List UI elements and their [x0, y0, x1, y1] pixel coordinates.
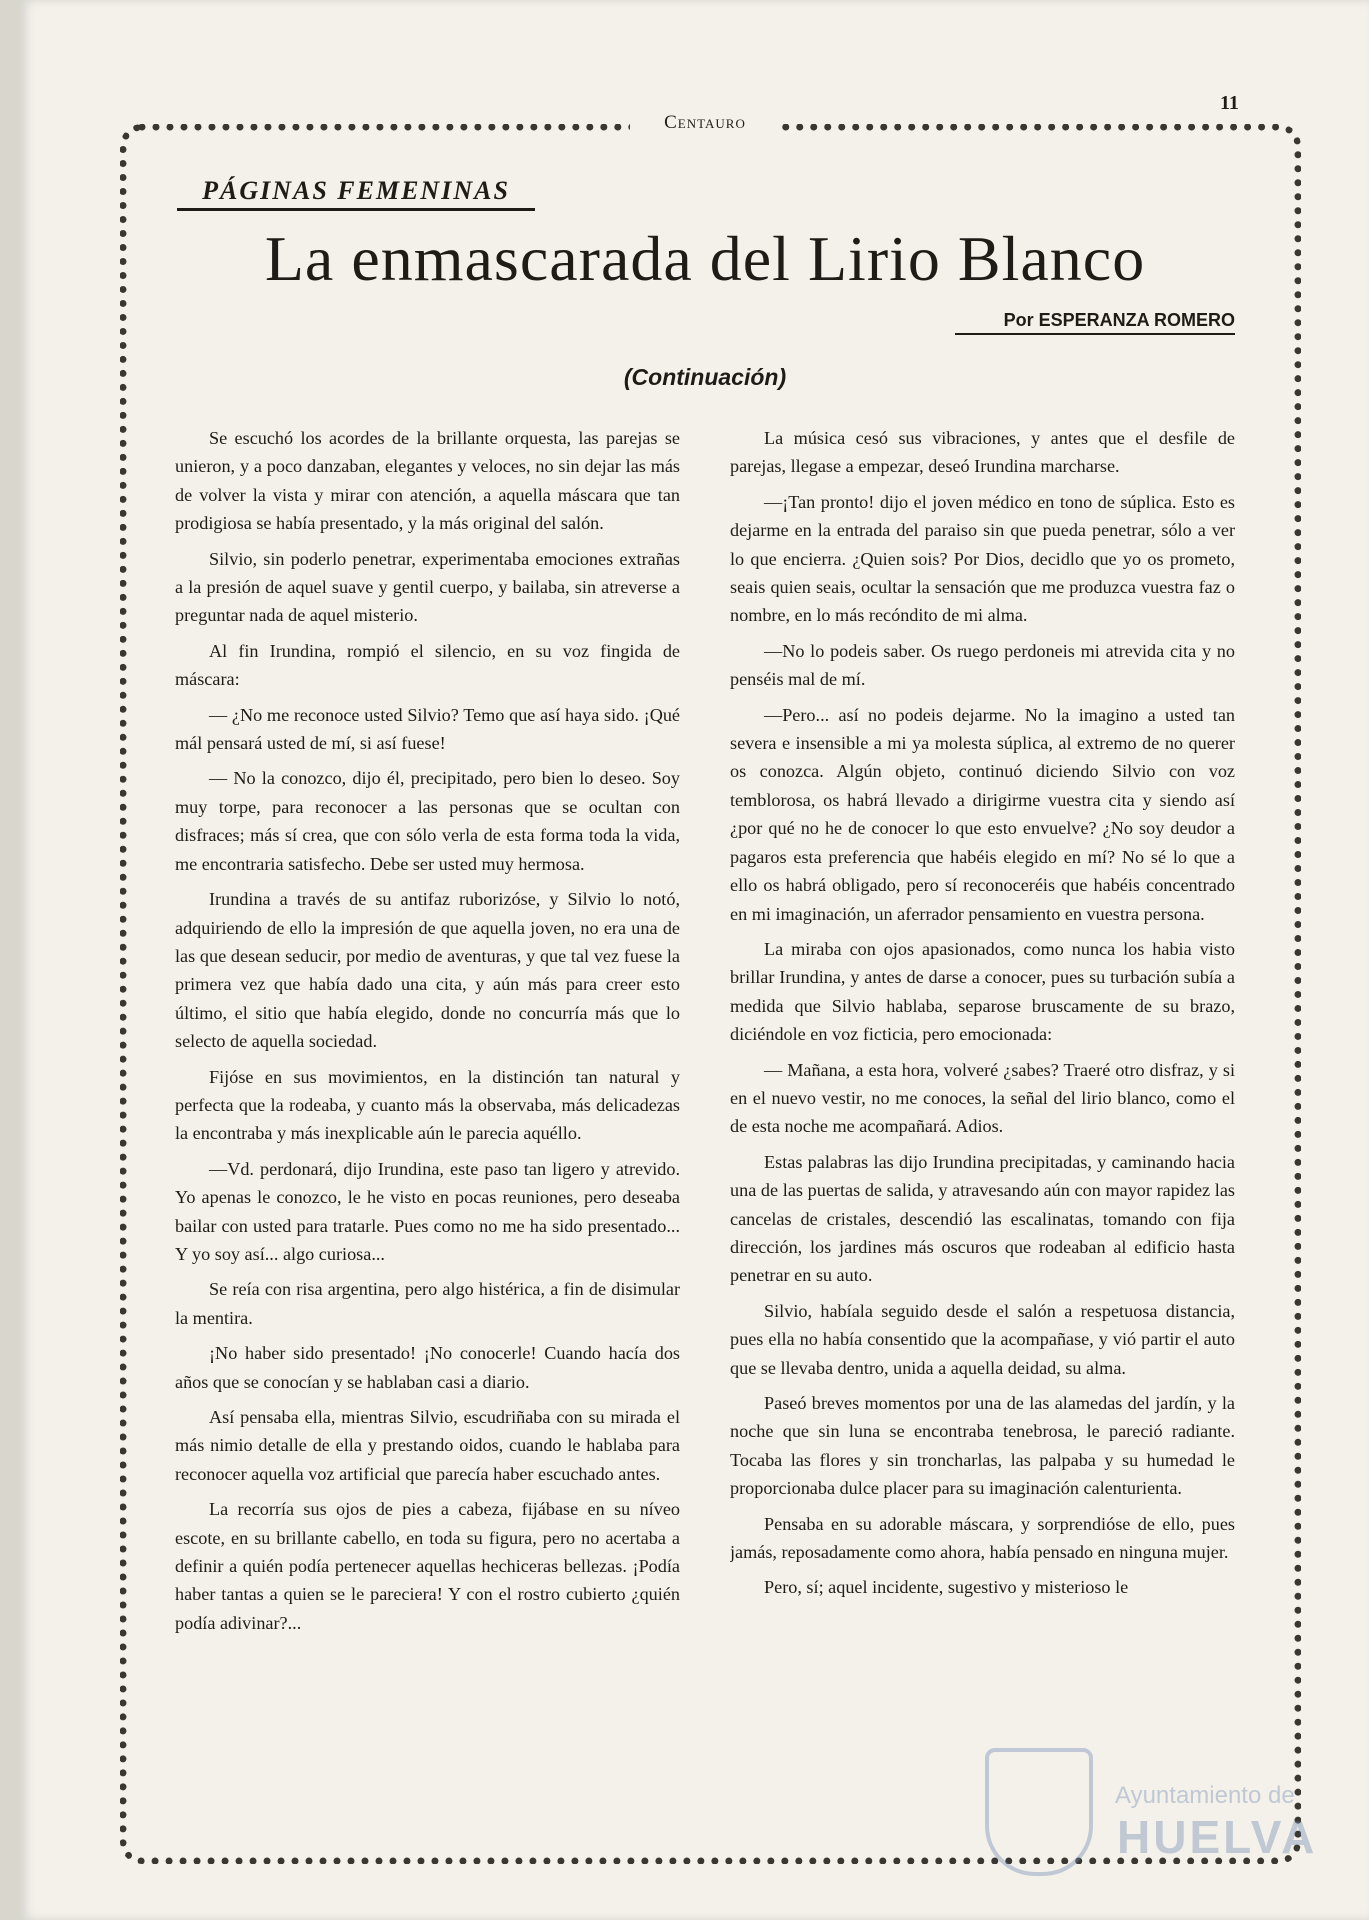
- coat-of-arms-icon: [985, 1748, 1093, 1876]
- paragraph: Pero, sí; aquel incidente, sugestivo y misterioso le: [764, 1577, 1129, 1598]
- watermark-line-1: Ayuntamiento de: [1115, 1782, 1295, 1809]
- text-column-right: [730, 424, 1235, 1804]
- article-title: La enmascarada del Lirio Blanco: [264, 223, 1146, 294]
- paragraph: Fijóse en sus movimientos, en la distinción tan natural y perfecta que la rodeaba, y cuanto más la observaba, más delicadezas la encontraba y más inexplicable aún le parecia aquéllo.: [175, 1066, 680, 1144]
- article-subtitle: (Continuación): [623, 364, 787, 390]
- paragraph: Se escuchó los acordes de la brillante orquesta, las parejas se unieron, y a poco danzaban, elegantes y veloces, no sin dejar las más de volver la vista y mirar con atención, a aquella máscara que tan prodigiosa se había presentado, y la más original del salón.: [175, 428, 680, 534]
- magazine-name: Centauro: [630, 112, 780, 134]
- paragraph: Pensaba en su adorable máscara, y sorprendióse de ello, pues jamás, reposadamente como ahora, había pensado en ninguna mujer.: [730, 1513, 1235, 1563]
- paragraph: — No la conozco, dijo él, precipitado, pero bien lo deseo. Soy muy torpe, para reconocer a las personas que se ocultan con disfraces; más sí crea, que con sólo verla de esta forma toda la vida, me encontraria satisfecho. Debe ser usted muy hermosa.: [175, 768, 680, 874]
- paragraph: La recorría sus ojos de pies a cabeza, fijábase en su níveo escote, en su brillante cabello, en toda su figura, pero no acertaba a definir a quién podía pertenecer aquellas hechiceras bellezas. ¡Podía haber tantas a quien se le pareciera! Y con el rostro cubierto ¿quién podía adivinar?...: [175, 1499, 680, 1633]
- paragraph: Así pensaba ella, mientras Silvio, escudriñaba con su mirada el más nimio detalle de ella y prestando oidos, cuando le hablaba para reconocer aquella voz artificial que parecía haber escuchado antes.: [175, 1407, 680, 1484]
- paragraph: Se reía con risa argentina, pero algo histérica, a fin de disimular la mentira.: [175, 1279, 680, 1328]
- paragraph: —No lo podeis saber. Os ruego perdoneis mi atrevida cita y no penséis mal de mí.: [730, 640, 1235, 690]
- section-label: PÁGINAS FEMENINAS: [177, 176, 535, 211]
- archive-watermark: [985, 1738, 1325, 1888]
- page-number: 11: [1220, 92, 1239, 114]
- paragraph: Estas palabras las dijo Irundina precipitadas, y caminando hacia una de las puertas de salida, y atravesando aún con mayor rapidez las cancelas de cristales, descendió las escalinatas, tomando con fija dirección, los jardines más oscuros que rodeaban al edificio hasta penetrar en su auto.: [730, 1151, 1235, 1286]
- paragraph: La miraba con ojos apasionados, como nunca los habia visto brillar Irundina, y antes de darse a conocer, pues su turbación subía a medida que Silvio hablaba, separose bruscamente de su brazo, diciéndole en voz ficticia, pero emocionada:: [730, 938, 1235, 1045]
- text-column-left: [175, 424, 680, 1804]
- paragraph: Al fin Irundina, rompió el silencio, en su voz fingida de máscara:: [175, 640, 680, 690]
- watermark-line-2: HUELVA: [1117, 1811, 1318, 1863]
- paragraph: Irundina a través de su antifaz ruborizóse, y Silvio lo notó, adquiriendo de ello la impresión de que aquella joven, no era una de las que desean seducir, por medio de aventuras, y que tal vez fuese la primera vez que había dado una cita, y aún más para creer esto último, el sitio que había elegido, donde no concurría más que lo selecto de aquella sociedad.: [175, 889, 680, 1052]
- magazine-page: [20, 0, 1369, 1920]
- paragraph: — ¿No me reconoce usted Silvio? Temo que así haya sido. ¡Qué mál pensará usted de mí, si así fuese!: [175, 704, 680, 754]
- paragraph: La música cesó sus vibraciones, y antes que el desfile de parejas, llegase a empezar, deseó Irundina marcharse.: [730, 428, 1235, 477]
- paragraph: — Mañana, a esta hora, volveré ¿sabes? Traeré otro disfraz, y si en el nuevo vestir, no me conoces, la señal del lirio blanco, como el de esta noche me acompañará. Adios.: [730, 1059, 1235, 1137]
- paragraph: Silvio, habíala seguido desde el salón a respetuosa distancia, pues ella no había consentido que la acompañase, y vió partir el auto que se llevaba dentro, unida a aquella deidad, su alma.: [730, 1300, 1235, 1378]
- paragraph: Silvio, sin poderlo penetrar, experimentaba emociones extrañas a la presión de aquel suave y gentil cuerpo, y bailaba, sin atreverse a preguntar nada de aquel misterio.: [175, 548, 680, 626]
- paragraph: —Vd. perdonará, dijo Irundina, este paso tan ligero y atrevido. Yo apenas le conozco, le he visto en pocas reuniones, pero deseaba bailar con usted para tratarle. Pues como no me ha sido presentado... Y yo soy así... algo curiosa...: [175, 1158, 680, 1264]
- paragraph: ¡No haber sido presentado! ¡No conocerle! Cuando hacía dos años que se conocían y se hablaban casi a diario.: [175, 1343, 680, 1392]
- article-byline: Por ESPERANZA ROMERO: [955, 310, 1235, 335]
- paragraph: Paseó breves momentos por una de las alamedas del jardín, y la noche que sin luna se encontraba tenebrosa, le pareció radiante. Tocaba las flores y sin troncharlas, las palpaba y su humedad le proporcionaba dulce placer para su imaginación calenturienta.: [730, 1393, 1235, 1499]
- paragraph: —Pero... así no podeis dejarme. No la imagino a usted tan severa e insensible a mi ya molesta súplica, al extremo de no querer os conozca. Algún objeto, continuó diciendo Silvio con voz temblorosa, os habrá llevado a dirigirme vuestra cita y siendo así ¿por qué no he de conocer lo que esto envuelve? ¿No soy deudor a pagaros esta preferencia que habéis elegido en mí? No sé lo que a ello os habrá obligado, pero sí reconoceréis que habéis concentrado en mi imaginación, un aferrador pensamiento en vuestra persona.: [730, 704, 1235, 924]
- paragraph: —¡Tan pronto! dijo el joven médico en tono de súplica. Esto es dejarme en la entrada del paraiso sin que pueda penetrar, sólo a ver lo que encierra. ¿Quien sois? Por Dios, decidlo que yo os prometo, seais quien seais, ocultar la sensación que me produzca vuestra faz o nombre, en lo más recóndito de mi alma.: [730, 491, 1235, 626]
